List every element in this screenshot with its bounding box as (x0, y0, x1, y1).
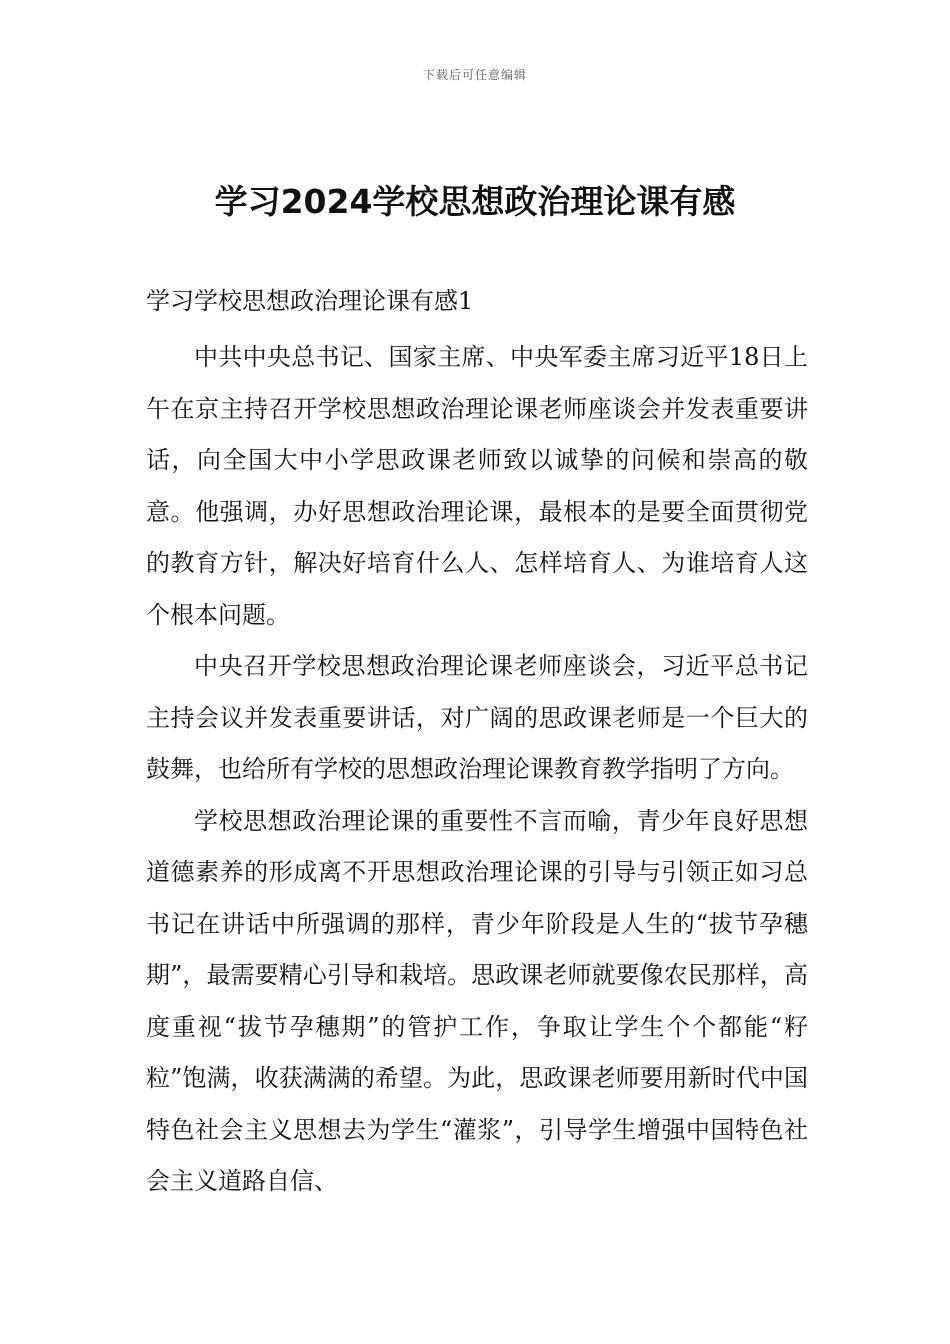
paragraph-2: 中央召开学校思想政治理论课老师座谈会，习近平总书记主持会议并发表重要讲话，对广阔的思政课老师是一个巨大的鼓舞，也给所有学校的思想政治理论课教育教学指明了方向。 (146, 652, 808, 783)
section-heading: 学习学校思想政治理论课有感1 (146, 287, 474, 315)
document-title: 学习2024学校思想政治理论课有感 (214, 182, 736, 221)
paragraph-3: 学校思想政治理论课的重要性不言而喻，青少年良好思想道德素养的形成离不开思想政治理论课的引导与引领正如习总书记在讲话中所强调的那样，青少年阶段是人生的“拔节孕穗期”，最需要精心引导和栽培。思政课老师就要像农民那样，高度重视“拔节孕穗期”的管护工作，争取让学生个个都能“籽粒”饱满，收获满满的希望。为此，思政课老师要用新时代中国特色社会主义思想去为学生“灌浆”，引导学生增强中国特色社会主义道路自信、 (146, 806, 808, 1195)
paragraph-1: 中共中央总书记、国家主席、中央军委主席习近平18日上午在京主持召开学校思想政治理论课老师座谈会并发表重要讲话，向全国大中小学思政课老师致以诚挚的问候和崇高的敬意。他强调，办好思想政治理论课，最根本的是要全面贯彻党的教育方针，解决好培育什么人、怎样培育人、为谁培育人这个根本问题。 (146, 343, 808, 629)
header-note: 下载后可任意编辑 (422, 68, 527, 82)
document-body (146, 332, 808, 1208)
